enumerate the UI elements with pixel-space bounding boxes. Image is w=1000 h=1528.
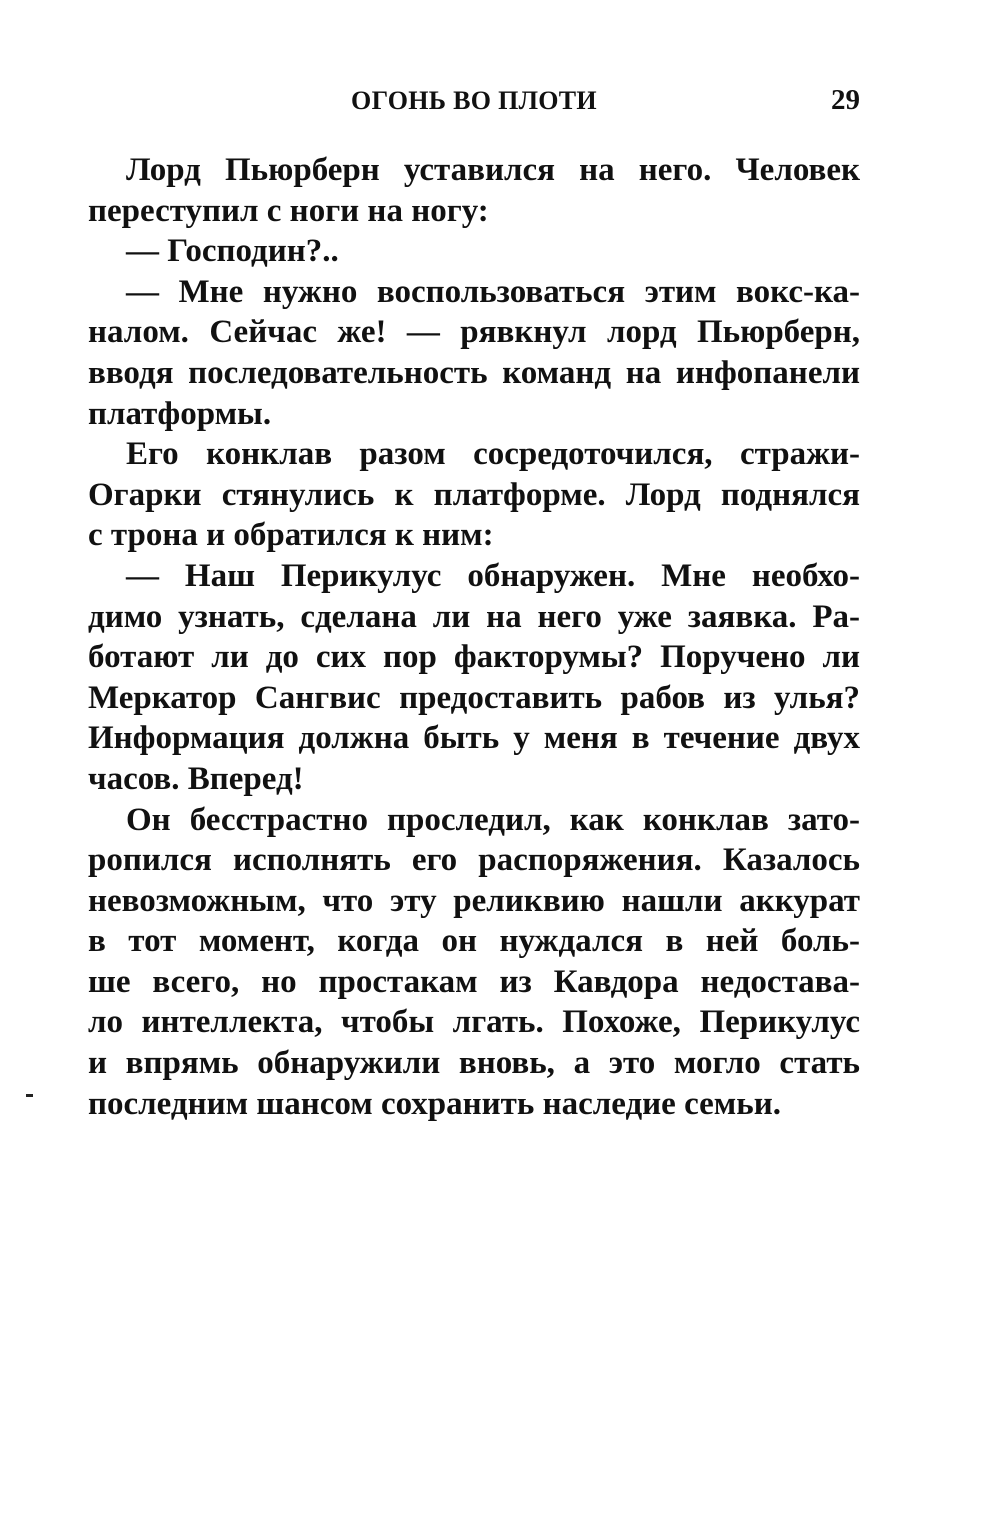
- text-line: ботают ли до сих пор факторумы? Поручено ли: [88, 639, 860, 676]
- running-title: ОГОНЬ ВО ПЛОТИ: [351, 86, 597, 115]
- text-line: и впрямь обнаружили вновь, а это могло стать: [88, 1045, 860, 1082]
- text-line: последним шансом сохранить наследие семьи.: [88, 1085, 781, 1122]
- text-line: — Наш Перикулус обнаружен. Мне необхо-: [126, 557, 860, 594]
- text-line: димо узнать, сделана ли на него уже заявка. Ра-: [88, 598, 860, 635]
- text-line: в тот момент, когда он нуждался в ней боль-: [88, 923, 860, 960]
- text-line: платформы.: [88, 395, 272, 432]
- text-line: невозможным, что эту реликвию нашли аккурат: [88, 882, 860, 919]
- text-line: Информация должна быть у меня в течение двух: [88, 720, 860, 757]
- text-line: часов. Вперед!: [88, 760, 304, 797]
- page-number: 29: [831, 84, 860, 116]
- text-line: Огарки стянулись к платформе. Лорд поднялся: [88, 476, 860, 513]
- text-line: Лорд Пьюрберн уставился на него. Человек: [126, 152, 860, 188]
- text-line: ло интеллекта, чтобы лгать. Похоже, Перикулус: [88, 1004, 860, 1041]
- text-line: — Мне нужно воспользоваться этим вокс-ка-: [126, 273, 860, 310]
- text-line: переступил с ноги на ногу:: [88, 192, 489, 229]
- text-line: — Господин?..: [126, 233, 339, 270]
- text-line: ропился исполнять его распоряжения. Казалось: [88, 842, 860, 879]
- body-text: [88, 150, 860, 1124]
- text-line: Меркатор Сангвис предоставить рабов из улья?: [88, 679, 860, 716]
- text-line: Он бесстрастно проследил, как конклав зато-: [126, 801, 860, 838]
- text-line: налом. Сейчас же! — рявкнул лорд Пьюрберн,: [88, 314, 860, 351]
- text-line: вводя последовательность команд на инфопанели: [88, 354, 860, 391]
- text-line: ше всего, но простакам из Кавдора недостава-: [88, 963, 860, 1000]
- margin-dash-mark: [26, 1094, 33, 1097]
- text-line: Его конклав разом сосредоточился, стражи-: [126, 436, 860, 473]
- running-head: [88, 82, 860, 122]
- text-line: с трона и обратился к ним:: [88, 517, 494, 554]
